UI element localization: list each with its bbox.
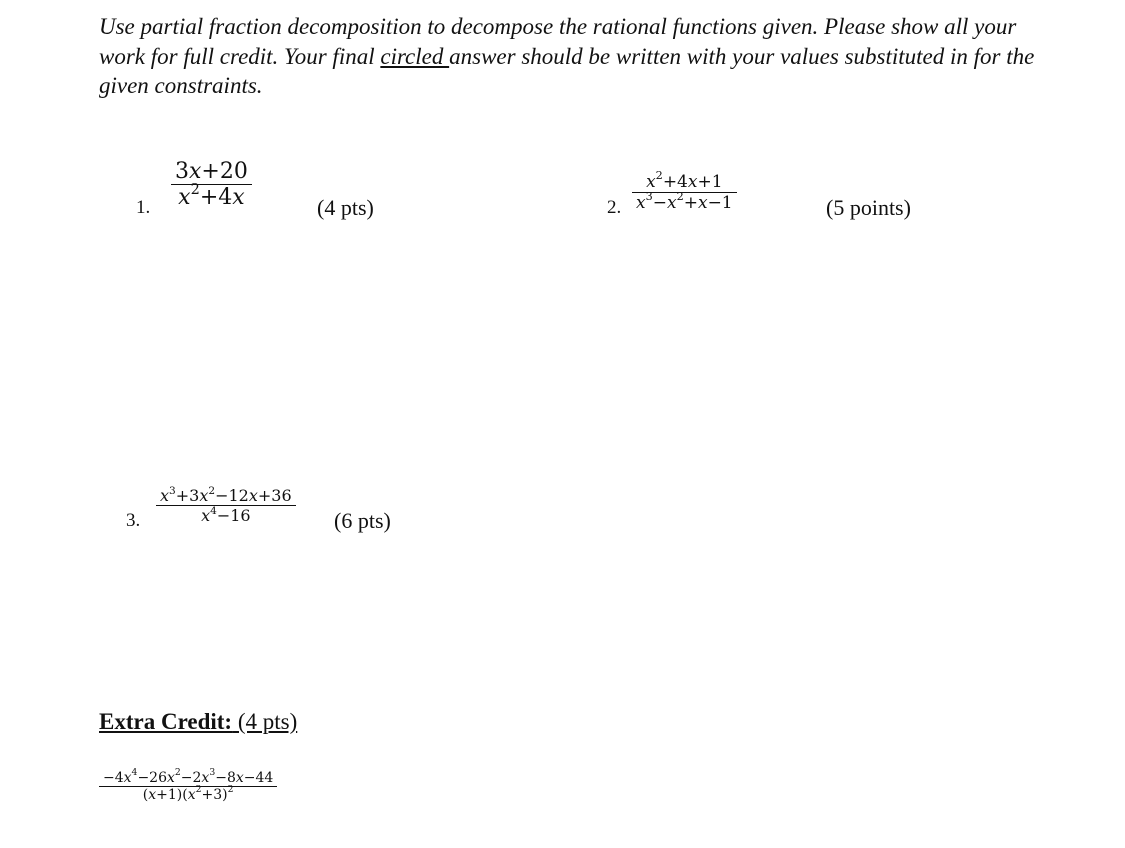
extra-credit-denominator: $(x+1)(x^2+3)^2$ (142, 784, 234, 803)
problem-3-points: (6 pts) (334, 508, 391, 533)
extra-credit-label: Extra Credit: (99, 709, 233, 734)
problem-1-points: (4 pts) (317, 195, 374, 220)
problem-2-numerator: $x^2+4x+1$ (646, 169, 723, 192)
instructions-text-end: answer should be written with your values substituted in for the given constraints. (99, 43, 1035, 98)
problem-3-fraction (156, 486, 296, 525)
extra-credit-heading (99, 709, 297, 735)
problem-1-denominator: $x^2+4x$ (178, 182, 245, 210)
problem-1-number: 1. (136, 197, 151, 218)
problem-3-denominator: $x^4-16$ (201, 504, 251, 525)
problem-1-numerator: 3x+20 (175, 159, 248, 184)
problem-2-denominator: $x^3-x^2+x-1$ (636, 190, 733, 213)
problem-1-fraction (171, 159, 252, 210)
problem-3-numerator: $x^3+3x^2-12x+36$ (160, 484, 292, 505)
problem-2-fraction (632, 169, 737, 213)
extra-credit-fraction (99, 767, 277, 803)
extra-credit-numerator: $-4x^4-26x^2-2x^3-8x-44$ (103, 767, 274, 786)
extra-credit-points: (4 pts) (232, 709, 298, 734)
problem-2-points: (5 points) (826, 195, 911, 220)
instructions (99, 12, 1059, 101)
instructions-text: Use partial fraction decomposition to decompose the rational functions given. Please show all your work for full credit. Your final (99, 14, 1017, 69)
instructions-underlined: circled (380, 43, 450, 69)
problem-3-number: 3. (126, 510, 141, 531)
problem-2-number: 2. (607, 197, 622, 218)
